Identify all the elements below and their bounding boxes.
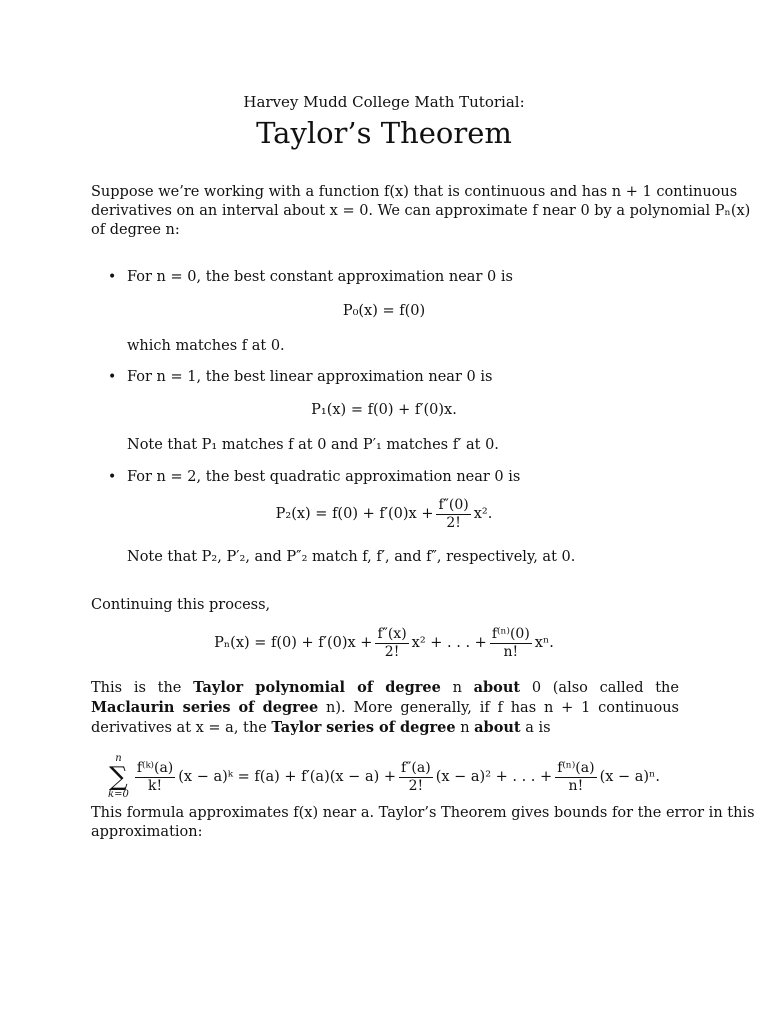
fraction — [135, 760, 175, 795]
fraction — [375, 626, 408, 661]
equation-pn — [0, 626, 768, 661]
summation — [108, 753, 129, 801]
equation-p2 — [0, 497, 768, 532]
equation-part: (x − a)² + . . . + — [435, 768, 553, 785]
intro-line-1: Suppose we’re working with a function f(x) that is continuous and has n + 1 continuous — [91, 184, 738, 200]
denominator: n! — [568, 777, 584, 794]
text-run: a is — [520, 720, 551, 736]
sigma-symbol: ∑ — [109, 762, 128, 792]
closing-line-2: approximation: — [91, 824, 203, 840]
bullet-dot: • — [108, 469, 117, 485]
bullet-text: For n = 2, the best quadratic approximation near 0 is — [127, 469, 521, 485]
closing-paragraph — [91, 804, 755, 842]
page-subtitle: Harvey Mudd College Math Tutorial: — [243, 93, 525, 111]
bullet-dot: • — [108, 269, 117, 285]
fraction — [555, 760, 596, 795]
equation-right: xⁿ. — [534, 635, 554, 651]
fraction — [490, 626, 532, 661]
equation-middle: x² + . . . + — [411, 635, 487, 651]
bold-term: Maclaurin series — [91, 699, 231, 716]
bullet-note: which matches f at 0. — [127, 338, 285, 354]
text-run: n — [440, 680, 474, 696]
denominator: k! — [147, 777, 163, 794]
bold-term: of degree — [238, 699, 319, 716]
continuing-text: Continuing this process, — [91, 597, 271, 613]
equation-part: (x − a)ⁿ. — [599, 768, 660, 785]
bold-term: series of degree — [326, 719, 456, 736]
denominator: 2! — [446, 515, 461, 531]
page-title: Taylor’s Theorem — [256, 116, 512, 150]
text-run: n). More generally, if f has n + 1 continuous derivatives at x = a, the — [91, 700, 679, 736]
equation-right: x². — [473, 506, 493, 522]
intro-line-3: of degree n: — [91, 222, 180, 238]
closing-line-1: This formula approximates f(x) near a. Taylor’s Theorem gives bounds for the error in this — [91, 805, 755, 821]
intro-paragraph — [91, 183, 751, 240]
bold-term: Taylor — [271, 719, 322, 736]
bold-term: about — [474, 719, 521, 736]
bullet-note: Note that P₂, P′₂, and P″₂ match f, f′, and f″, respectively, at 0. — [127, 549, 576, 565]
fraction — [399, 760, 433, 795]
numerator: f″(x) — [377, 626, 407, 642]
fraction — [436, 497, 470, 532]
equation-p1: P₁(x) = f(0) + f′(0)x. — [311, 402, 457, 418]
numerator: f⁽ⁿ⁾(0) — [491, 626, 530, 642]
text-run: This is the — [91, 680, 194, 696]
bold-term: Taylor polynomial of degree — [193, 679, 441, 696]
sum-upper-limit: n — [115, 753, 122, 764]
bold-term: about — [473, 679, 521, 696]
text-run: 0 (also called the — [520, 680, 679, 696]
numerator: f″(0) — [438, 497, 469, 513]
numerator: f⁽ᵏ⁾(a) — [136, 759, 174, 776]
equation-left: Pₙ(x) = f(0) + f′(0)x + — [214, 635, 373, 651]
denominator: 2! — [384, 644, 400, 660]
denominator: n! — [503, 644, 519, 660]
sum-lower-limit: k=0 — [108, 789, 129, 800]
equation-p0: P₀(x) = f(0) — [342, 303, 426, 319]
intro-line-2: derivatives on an interval about x = 0. We can approximate f near 0 by a polynomial Pₙ(x) — [91, 203, 751, 219]
equation-taylor-series — [0, 748, 768, 801]
bullet-text: For n = 0, the best constant approximation near 0 is — [127, 269, 513, 285]
numerator: f⁽ⁿ⁾(a) — [557, 759, 595, 776]
equation-part: (x − a)ᵏ = f(a) + f′(a)(x − a) + — [178, 768, 396, 785]
text-run: n — [455, 720, 475, 736]
denominator: 2! — [408, 777, 424, 794]
bullet-text: For n = 1, the best linear approximation near 0 is — [127, 369, 493, 385]
equation-left: P₂(x) = f(0) + f′(0)x + — [275, 506, 434, 522]
numerator: f″(a) — [401, 759, 431, 776]
taylor-paragraph — [91, 678, 679, 738]
bullet-note: Note that P₁ matches f at 0 and P′₁ matches f′ at 0. — [127, 437, 499, 453]
bullet-dot: • — [108, 369, 117, 385]
